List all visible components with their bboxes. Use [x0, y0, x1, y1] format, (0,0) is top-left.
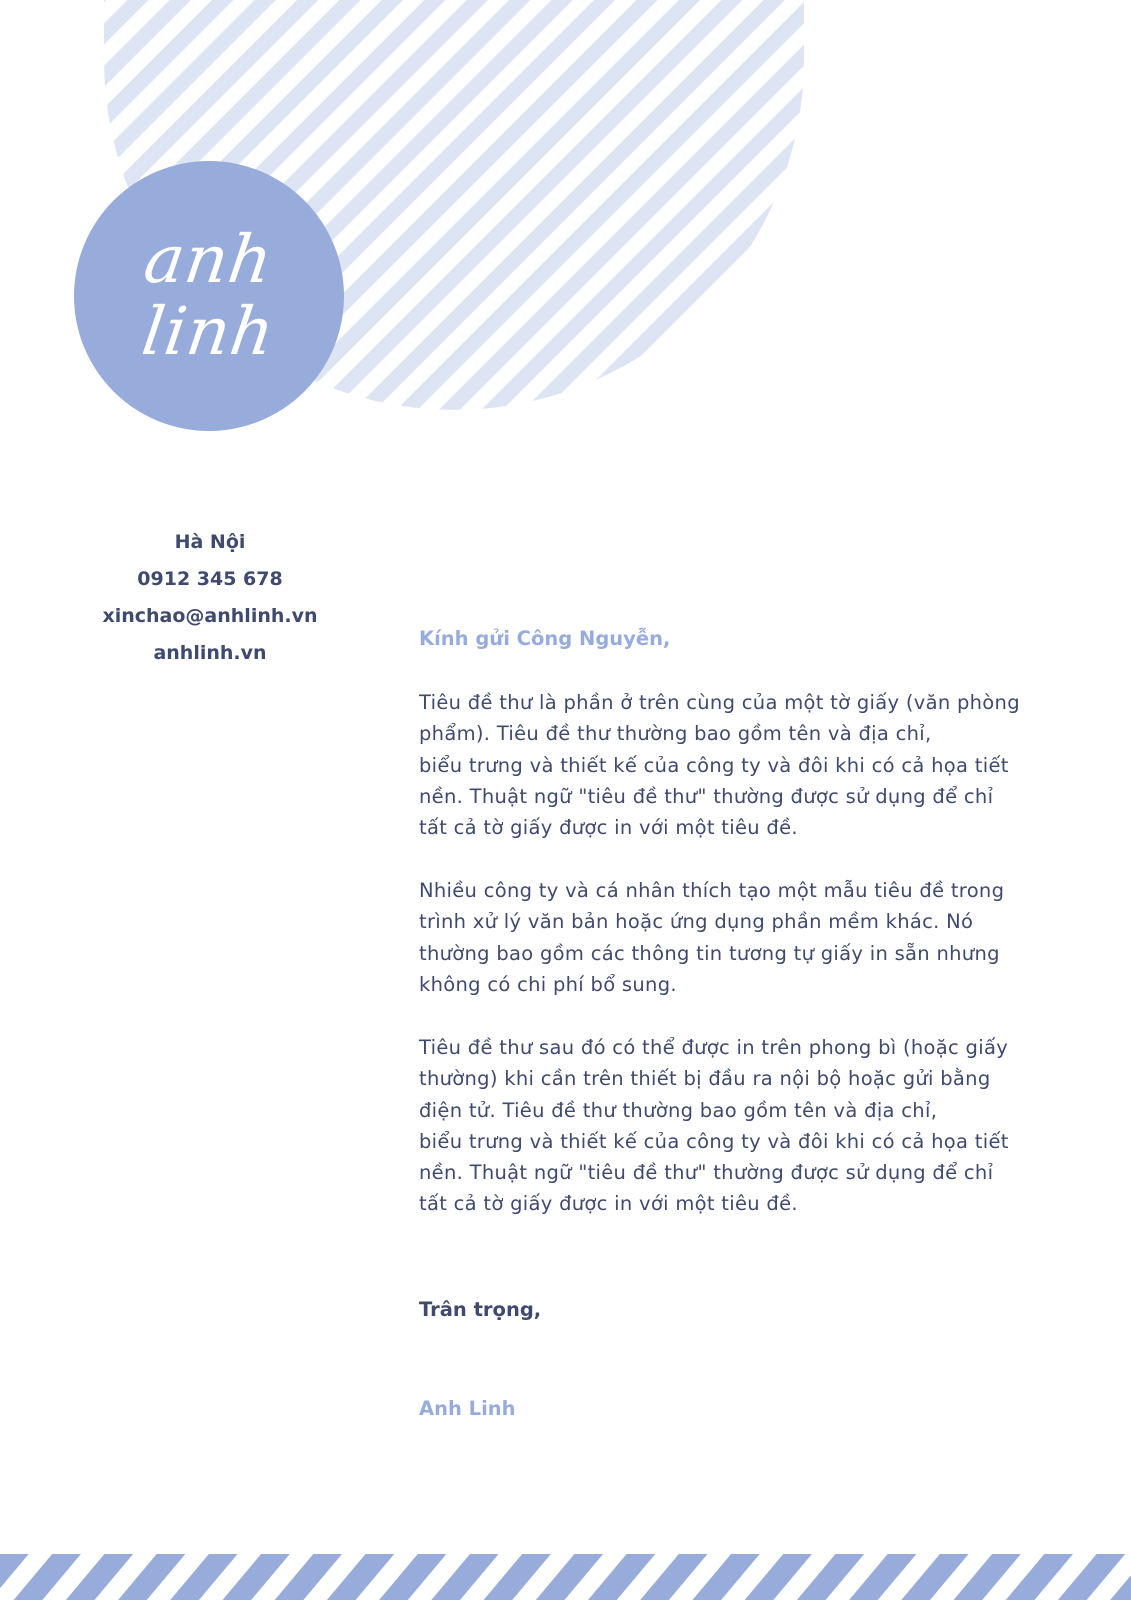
paragraph-line: nền. Thuật ngữ "tiêu đề thư" thường được sử dụng để chỉ [419, 784, 994, 808]
decorative-footer-stripes [0, 1554, 1131, 1600]
paragraph-line: Tiêu đề thư là phần ở trên cùng của một tờ giấy (văn phòng [419, 691, 1020, 714]
contact-phone: 0912 345 678 [137, 568, 283, 590]
letter-paragraph-1 [419, 687, 1020, 843]
contact-website: anhlinh.vn [153, 642, 267, 664]
paragraph-line: Nhiều công ty và cá nhân thích tạo một mẫu tiêu đề trong [419, 879, 1005, 902]
logo-text-line-2: linh [138, 293, 281, 370]
paragraph-line: điện tử. Tiêu đề thư thường bao gồm tên và địa chỉ, [419, 1098, 938, 1122]
paragraph-line: nền. Thuật ngữ "tiêu đề thư" thường được sử dụng để chỉ [419, 1161, 994, 1185]
contact-city: Hà Nội [174, 531, 246, 553]
logo-circle [74, 161, 344, 431]
contact-info [50, 524, 370, 672]
contact-email: xinchao@anhlinh.vn [102, 605, 318, 627]
letter-signature: Anh Linh [419, 1397, 516, 1420]
paragraph-line: không có chi phí bổ sung. [419, 972, 677, 996]
paragraph-line: thường) khi cần trên thiết bị đầu ra nội bộ hoặc gửi bằng [419, 1067, 991, 1091]
paragraph-line: biểu trưng và thiết kế của công ty và đôi khi có cả họa tiết [419, 1129, 1009, 1153]
paragraph-line: trình xử lý văn bản hoặc ứng dụng phần mềm khác. Nó [419, 910, 974, 934]
paragraph-line: tất cả tờ giấy được in với một tiêu đề. [419, 816, 798, 840]
letter-paragraph-3 [419, 1032, 1009, 1220]
letter-greeting: Kính gửi Công Nguyễn, [419, 627, 671, 650]
logo-text-line-1: anh [139, 221, 279, 298]
paragraph-line: phẩm). Tiêu đề thư thường bao gồm tên và địa chỉ, [419, 722, 932, 746]
paragraph-line: thường bao gồm các thông tin tương tự giấy in sẵn nhưng [419, 941, 1000, 965]
paragraph-line: Tiêu đề thư sau đó có thể được in trên phong bì (hoặc giấy [419, 1036, 1009, 1059]
paragraph-line: biểu trưng và thiết kế của công ty và đôi khi có cả họa tiết [419, 753, 1009, 777]
paragraph-line: tất cả tờ giấy được in với một tiêu đề. [419, 1192, 798, 1216]
letter-paragraph-2 [419, 875, 1004, 1000]
letter-closing: Trân trọng, [419, 1298, 542, 1321]
